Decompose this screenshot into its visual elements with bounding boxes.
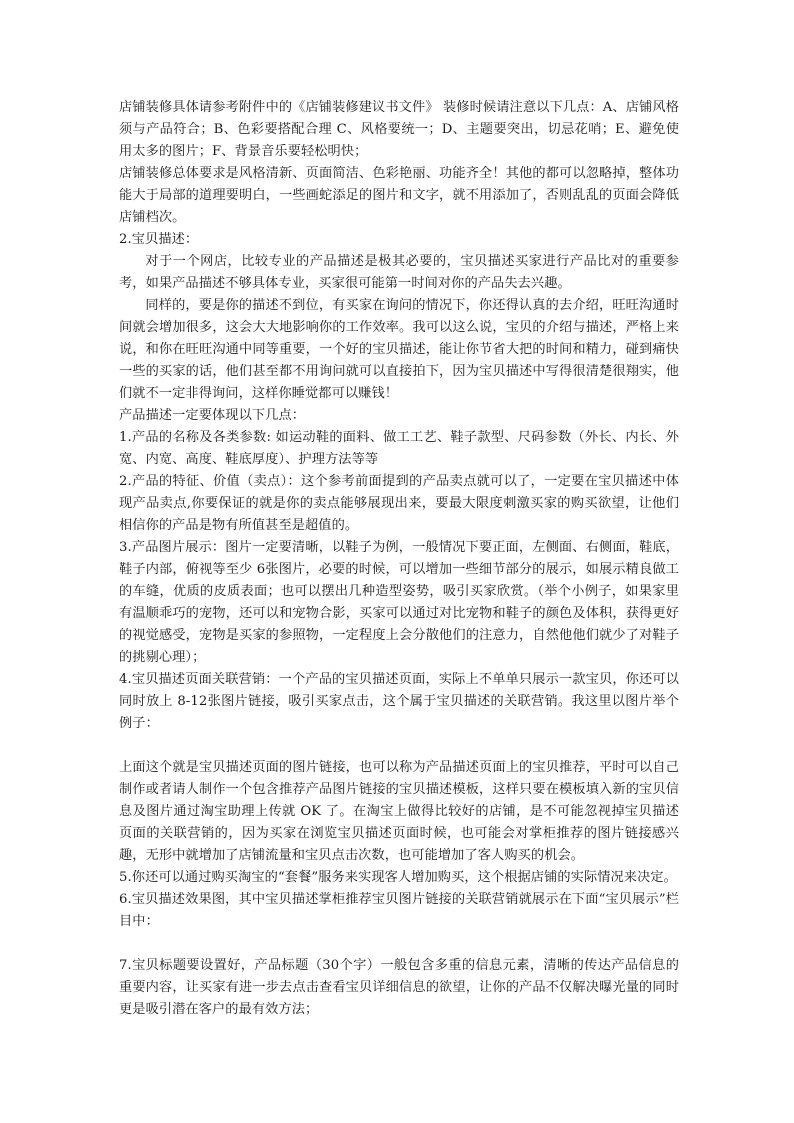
paragraph-image-links: 上面这个就是宝贝描述页面的图片链接，也可以称为产品描述页面上的宝贝推荐，平时可以自己制作或者请人制作一个包含推荐产品图片链接的宝贝描述模板，这样只要在模板填入新的宝贝信息及图片通过淘宝助理上传就 OK 了。在淘宝上做得比较好的店铺，是不可能忽视掉宝贝描述页面的关联营销的，因为买家在浏览宝贝描述页面时候，也可能会对掌柜推荐的图片链接感兴趣，无形中就增加了店铺流量和宝贝点击次数，也可能增加了客人购买的机会。	[119, 760, 679, 863]
list-item-4: 4.宝贝描述页面关联营销：一个产品的宝贝描述页面，实际上不单单只展示一款宝贝，你还可以同时放上 8-12张图片链接，吸引买家点击，这个属于宝贝描述的关联营销。我这里以图片举个例子：	[119, 672, 679, 731]
list-item-1: 1.产品的名称及各类参数: 如运动鞋的面料、做工工艺、鞋子款型、尺码参数（外长、内长、外宽、内宽、高度、鞋底厚度）、护理方法等等	[119, 430, 679, 467]
document-body	[119, 97, 679, 1021]
list-item-6: 6.宝贝描述效果图，其中宝贝描述掌柜推荐宝贝图片链接的关联营销就展示在下面“宝贝展示”栏目中：	[119, 892, 679, 929]
paragraph-description-importance: 对于一个网店，比较专业的产品描述是极其必要的，宝贝描述买家进行产品比对的重要参考，如果产品描述不够具体专业，买家很可能第一时间对你的产品失去兴趣。	[119, 254, 679, 291]
paragraph-points-intro: 产品描述一定要体现以下几点：	[119, 408, 306, 423]
blank-line	[119, 735, 679, 757]
list-item-2: 2.产品的特征、价值（卖点）：这个参考前面提到的产品卖点就可以了，一定要在宝贝描述中体现产品卖点,你要保证的就是你的卖点能够展现出来，要最大限度刺激买家的购买欲望，让他们相信你的产品是物有所值甚至是超值的。	[119, 474, 679, 533]
list-item-7: 7.宝贝标题要设置好，产品标题（30个字）一般包含多重的信息元素，清晰的传达产品信息的重要内容，让买家有进一步去点击查看宝贝详细信息的欲望，让你的产品不仅解决曝光量的同时更是吸引潜在客户的最有效方法；	[119, 958, 679, 1017]
list-item-3: 3.产品图片展示：图片一定要清晰，以鞋子为例，一般情况下要正面，左侧面、右侧面，鞋底，鞋子内部，俯视等至少 6张图片，必要的时候，可以增加一些细节部分的展示，如展示精良做工的车缝，优质的皮质表面；也可以摆出几种造型姿势，吸引买家欣赏。（举个小例子，如果家里有温顺乖巧的宠物，还可以和宠物合影，买家可以通过对比宠物和鞋子的颜色及体积，获得更好的视觉感受，宠物是买家的参照物，一定程度上会分散他们的注意力，自然他他们就少了对鞋子的挑剔心理）；	[119, 540, 679, 665]
paragraph-decoration-requirements: 店铺装修总体要求是风格清新、页面简洁、色彩艳丽、功能齐全！其他的都可以忽略掉，整体功能大于局部的道理要明白，一些画蛇添足的图片和文字，就不用添加了，否则乱乱的页面会降低店铺档次。	[119, 166, 679, 225]
blank-line	[119, 933, 679, 955]
section-heading-description: 2.宝贝描述：	[119, 232, 199, 247]
paragraph-decoration-tips: 店铺装修具体请参考附件中的《店铺装修建议书文件》 装修时候请注意以下几点：A、店铺风格须与产品符合；B、色彩要搭配合理 C、风格要统一；D、主题要突出，切忌花哨；E、避免使用太多的图片；F、背景音乐要轻松明快；	[119, 100, 679, 159]
list-item-5: 5.你还可以通过购买淘宝的“套餐”服务来实现客人增加购买，这个根据店铺的实际情况来决定。	[119, 870, 677, 885]
paragraph-description-efficiency: 同样的，要是你的描述不到位，有买家在询问的情况下，你还得认真的去介绍，旺旺沟通时间就会增加很多，这会大大地影响你的工作效率。我可以这么说，宝贝的介绍与描述，严格上来说，和你在旺旺沟通中同等重要，一个好的宝贝描述，能让你节省大把的时间和精力，碰到痛快一些的买家的话，他们甚至都不用询问就可以直接拍下，因为宝贝描述中写得很清楚很翔实，他们就不一定非得询问，这样你睡觉都可以赚钱！	[119, 298, 679, 401]
